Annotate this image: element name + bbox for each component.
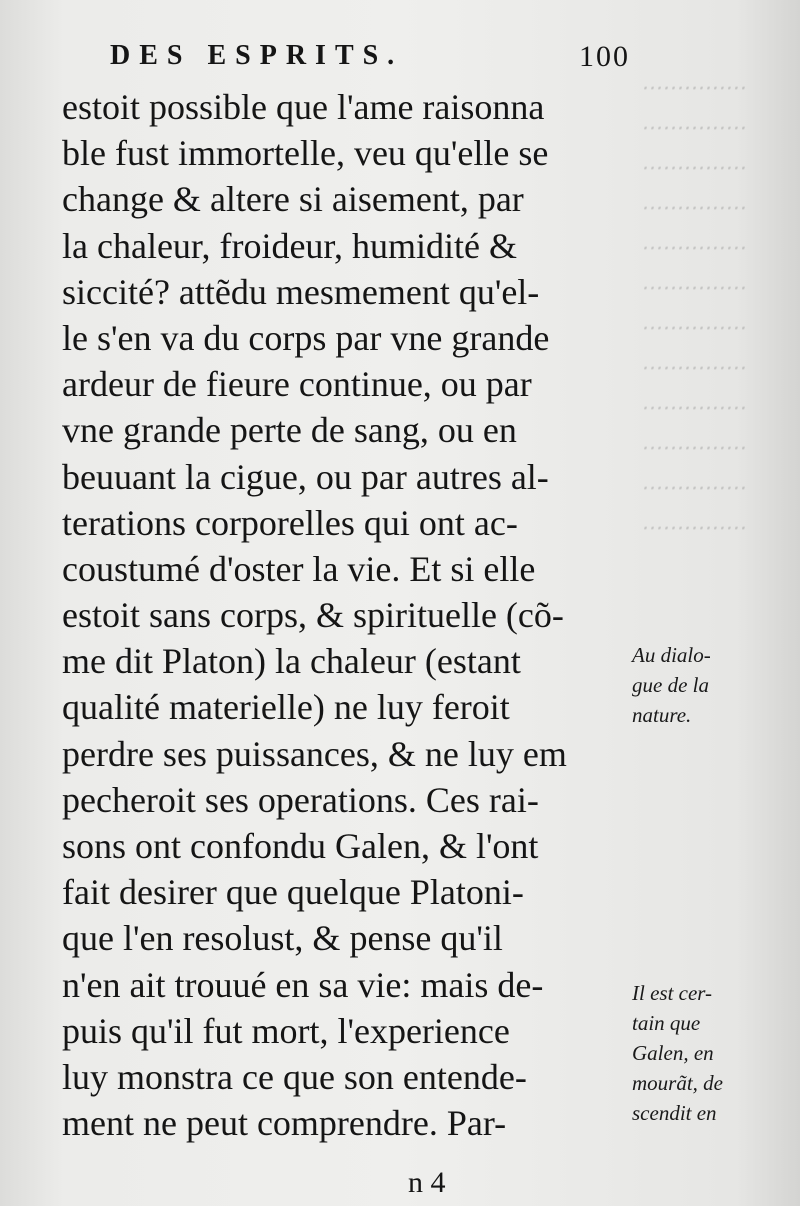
text-line: coustumé d'oster la vie. Et si elle [62, 548, 536, 589]
margin-note-line: Galen, en [632, 1041, 714, 1065]
body-text [62, 84, 622, 1146]
show-through-text: ‧‧‧‧‧‧‧‧‧‧‧‧‧‧‧ ‧‧‧‧‧‧‧‧‧‧‧‧‧‧‧ ‧‧‧‧‧‧‧‧‧‧‧‧‧‧‧ ‧‧‧‧‧‧‧‧‧‧‧‧‧‧‧ ‧‧‧‧‧‧‧‧‧‧‧‧‧‧‧ ‧‧‧‧‧‧‧‧‧‧‧‧‧‧‧ ‧‧‧‧‧‧‧‧‧‧‧‧‧‧‧ ‧‧‧‧‧‧‧‧‧‧‧‧‧‧‧ ‧‧‧‧‧‧‧‧‧‧‧‧‧‧‧ ‧‧‧‧‧‧‧‧‧‧‧‧‧‧‧ ‧‧‧‧‧‧‧‧‧‧‧‧‧‧‧ ‧‧‧‧‧‧‧‧‧‧‧‧‧‧‧ [640, 77, 745, 542]
margin-note-dialogue [632, 640, 792, 730]
page-number: 100 [579, 40, 630, 73]
text-line: ardeur de fieure continue, ou par [62, 364, 532, 405]
text-line: que l'en resolust, & pense qu'il [62, 918, 503, 959]
text-line: estoit sans corps, & spirituelle (cõ- [62, 595, 564, 636]
margin-note-line: nature. [632, 703, 692, 727]
margin-note-line: gue de la [632, 673, 709, 697]
text-line: n'en ait trouué en sa vie: mais de- [62, 964, 544, 1005]
text-line: terations corporelles qui ont ac- [62, 502, 518, 543]
text-line: ment ne peut comprendre. Par- [62, 1103, 507, 1144]
text-line: beuuant la cigue, ou par autres al- [62, 456, 549, 497]
running-title: DES ESPRITS. [110, 40, 404, 71]
text-line: me dit Platon) la chaleur (estant [62, 641, 521, 682]
text-line: luy monstra ce que son entende- [62, 1056, 527, 1097]
text-line: perdre ses puissances, & ne luy em [62, 733, 567, 774]
text-line: estoit possible que l'ame raisonna [62, 87, 545, 127]
margin-note-line: tain que [632, 1011, 701, 1035]
text-line: ble fust immortelle, veu qu'elle se [62, 133, 549, 174]
text-line: qualité materielle) ne luy feroit [62, 687, 510, 728]
text-line: fait desirer que quelque Platoni- [62, 872, 524, 913]
text-line: sons ont confondu Galen, & l'ont [62, 826, 539, 866]
text-line: la chaleur, froideur, humidité & [62, 225, 517, 266]
page-header [110, 40, 630, 80]
margin-note-line: Au dialo- [632, 643, 711, 667]
text-line: vne grande perte de sang, ou en [62, 410, 517, 451]
text-line: siccité? attẽdu mesmement qu'el- [62, 271, 540, 312]
text-line: le s'en va du corps par vne grande [62, 317, 550, 358]
signature-mark: n 4 [408, 1166, 446, 1199]
margin-note-line: mourãt, de [632, 1071, 723, 1095]
margin-note-line: Il est cer- [632, 981, 713, 1005]
text-line: pecheroit ses operations. Ces rai- [62, 779, 539, 820]
text-line: change & altere si aisement, par [62, 179, 524, 220]
text-line: puis qu'il fut mort, l'experience [62, 1010, 510, 1051]
margin-note-line: scendit en [632, 1101, 717, 1125]
margin-note-galen [632, 978, 792, 1128]
